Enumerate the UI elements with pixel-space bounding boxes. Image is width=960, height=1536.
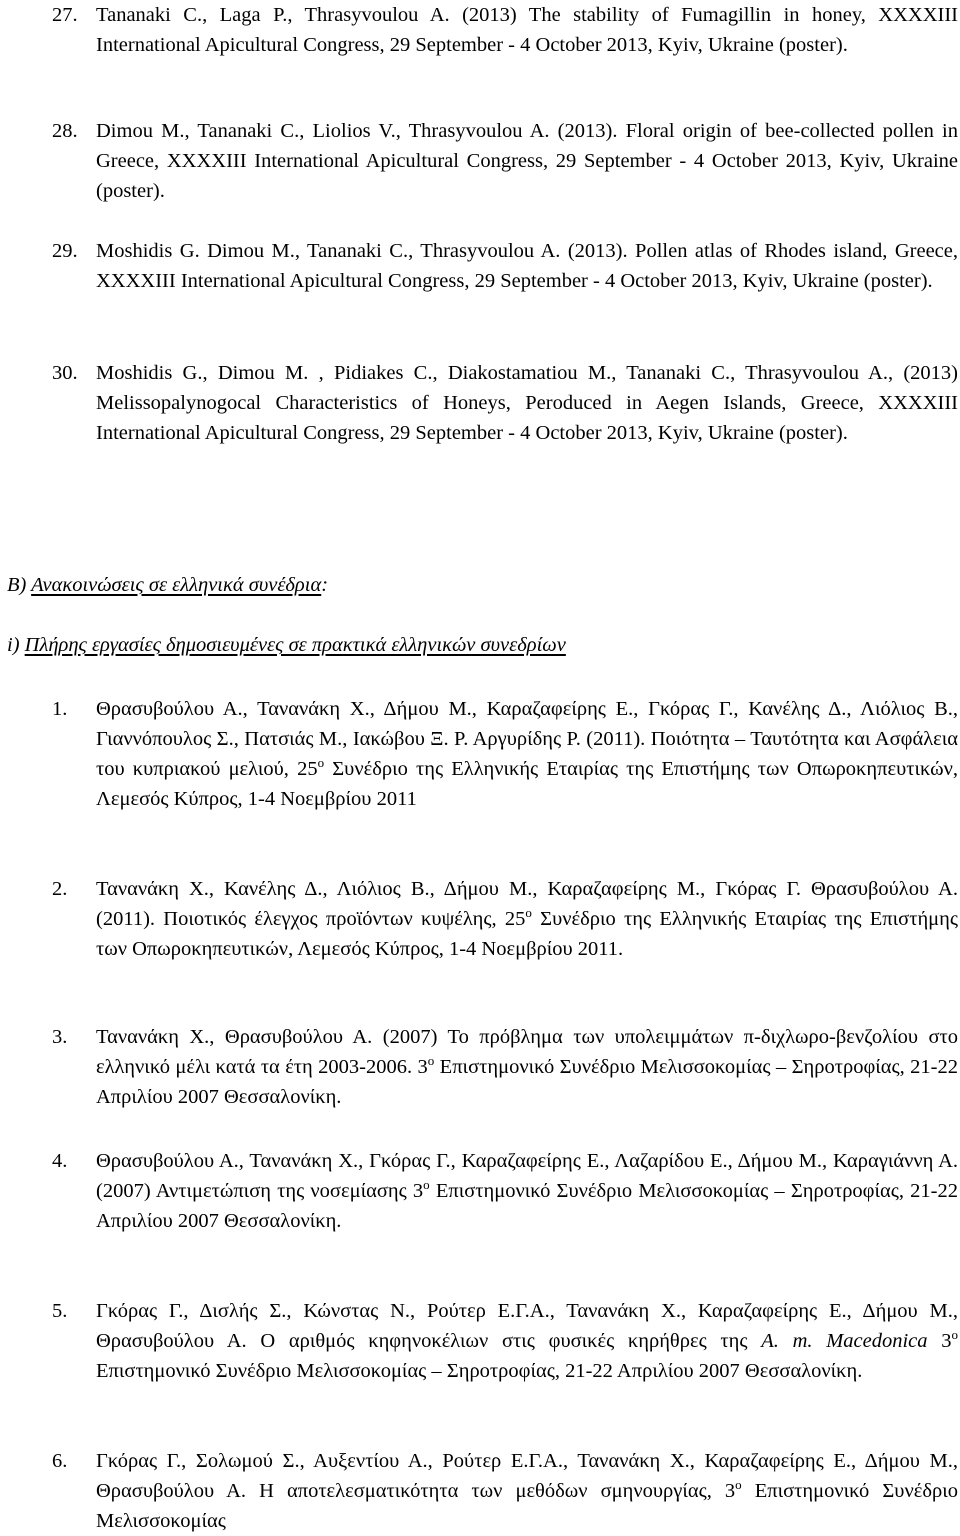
reference-text: Τανανάκη Χ., Θρασυβούλου Α. (2007) Το πρόβλημα των υπολειμμάτων π-διχλωρο-βενζολίου στο ελληνικό μέλι κατά τα έτη 2003-2006. $3^o$ Επιστημονικό Συνέδριο Μελισσοκομίας – Σηροτροφίας, 21-22 Απριλίου 2007 Θεσσαλονίκη. [96,1026,958,1108]
reference-number: 2. [52,878,68,900]
reference-number: 4. [52,1150,68,1172]
reference-text: Θρασυβούλου Α., Τανανάκη Χ., Γκόρας Γ., Καραζαφείρης Ε., Λαζαρίδου Ε., Δήμου Μ., Καραγιάννη Α. (2007) Αντιμετώπιση της νοσεμίασης $3^o$ Επιστημονικό Συνέδριο Μελισσοκομίας – Σηροτροφίας, 21-22 Απριλίου 2007 Θεσσαλονίκη. [96,1150,958,1232]
reference-text: Τανανάκη Χ., Κανέλης Δ., Λιόλιος Β., Δήμου Μ., Καραζαφείρης Μ., Γκόρας Γ. Θρασυβούλου Α. (2011). Ποιοτικός έλεγχος προϊόντων κυψέλης, $25^o$ Συνέδριο της Ελληνικής Εταιρίας της Επιστήμης των Οπωροκηπευτικών, Λεμεσός Κύπρος, 1-4 Νοεμβρίου 2011. [96,878,958,960]
section-heading: Β) Ανακοινώσεις σε ελληνικά συνέδρια: [7,574,329,596]
sub-heading: i) Πλήρης εργασίες δημοσιευμένες σε πρακτικά ελληνικών συνεδρίων [7,634,566,656]
reference-number: 30. [52,362,78,384]
reference-text: Tananaki C., Laga P., Thrasyvoulou A. (2013) The stability of Fumagillin in honey, XXXXIII International Apicultural Congress, 29 September - 4 October 2013, Kyiv, Ukraine (poster). [96,4,958,56]
reference-number: 3. [52,1026,68,1048]
reference-text: Moshidis G., Dimou M. , Pidiakes C., Diakostamatiou M., Tananaki C., Thrasyvoulou A., (2013) Melissopalynogocal Characteristics of Honeys, Peroduced in Aegen Islands, Greece, XXXXIII International Apicultural Congress, 29 September - 4 October 2013, Kyiv, Ukraine (poster). [96,362,958,444]
reference-text: Moshidis G. Dimou M., Tananaki C., Thrasyvoulou A. (2013). Pollen atlas of Rhodes island, Greece, XXXXIII International Apicultural Congress, 29 September - 4 October 2013, Kyiv, Ukraine (poster). [96,240,958,292]
reference-number: 29. [52,240,78,262]
reference-number: 28. [52,120,78,142]
reference-text: Dimou M., Tananaki C., Liolios V., Thrasyvoulou A. (2013). Floral origin of bee-collected pollen in Greece, XXXXIII International Apicultural Congress, 29 September - 4 October 2013, Kyiv, Ukraine (poster). [96,120,958,202]
reference-number: 27. [52,4,78,26]
reference-text: Γκόρας Γ., Δισλής Σ., Κώνστας Ν., Ρούτερ Ε.Γ.Α., Τανανάκη Χ., Καραζαφείρης Ε., Δήμου Μ., Θρασυβούλου Α. Ο αριθμός κηφηνοκέλιων στις φυσικές κηρήθρες της A. m. Macedonica $3^o$ Επιστημονικό Συνέδριο Μελισσοκομίας – Σηροτροφίας, 21-22 Απριλίου 2007 Θεσσαλονίκη. [96,1300,959,1382]
reference-number: 5. [52,1300,68,1322]
reference-number: 1. [52,698,68,720]
reference-text: Θρασυβούλου Α., Τανανάκη Χ., Δήμου Μ., Καραζαφείρης Ε., Γκόρας Γ., Κανέλης Δ., Λιόλιος Β., Γιαννόπουλος Σ., Πατσιάς Μ., Ιακώβου Ξ. Ρ. Αργυρίδης Ρ. (2011). Ποιότητα – Ταυτότητα και Ασφάλεια του κυπριακού μελιού, $25^o$ Συνέδριο της Ελληνικής Εταιρίας της Επιστήμης των Οπωροκηπευτικών, Λεμεσός Κύπρος, 1-4 Νοεμβρίου 2011 [96,698,959,810]
reference-number: 6. [52,1450,68,1472]
reference-text: Γκόρας Γ., Σολωμού Σ., Αυξεντίου Α., Ρούτερ Ε.Γ.Α., Τανανάκη Χ., Καραζαφείρης Ε., Δήμου Μ., Θρασυβούλου Α. Η αποτελεσματικότητα των μεθόδων σμηνουργίας, $3^o$ Επιστημονικό Συνέδριο Μελισσοκομίας [96,1450,958,1532]
